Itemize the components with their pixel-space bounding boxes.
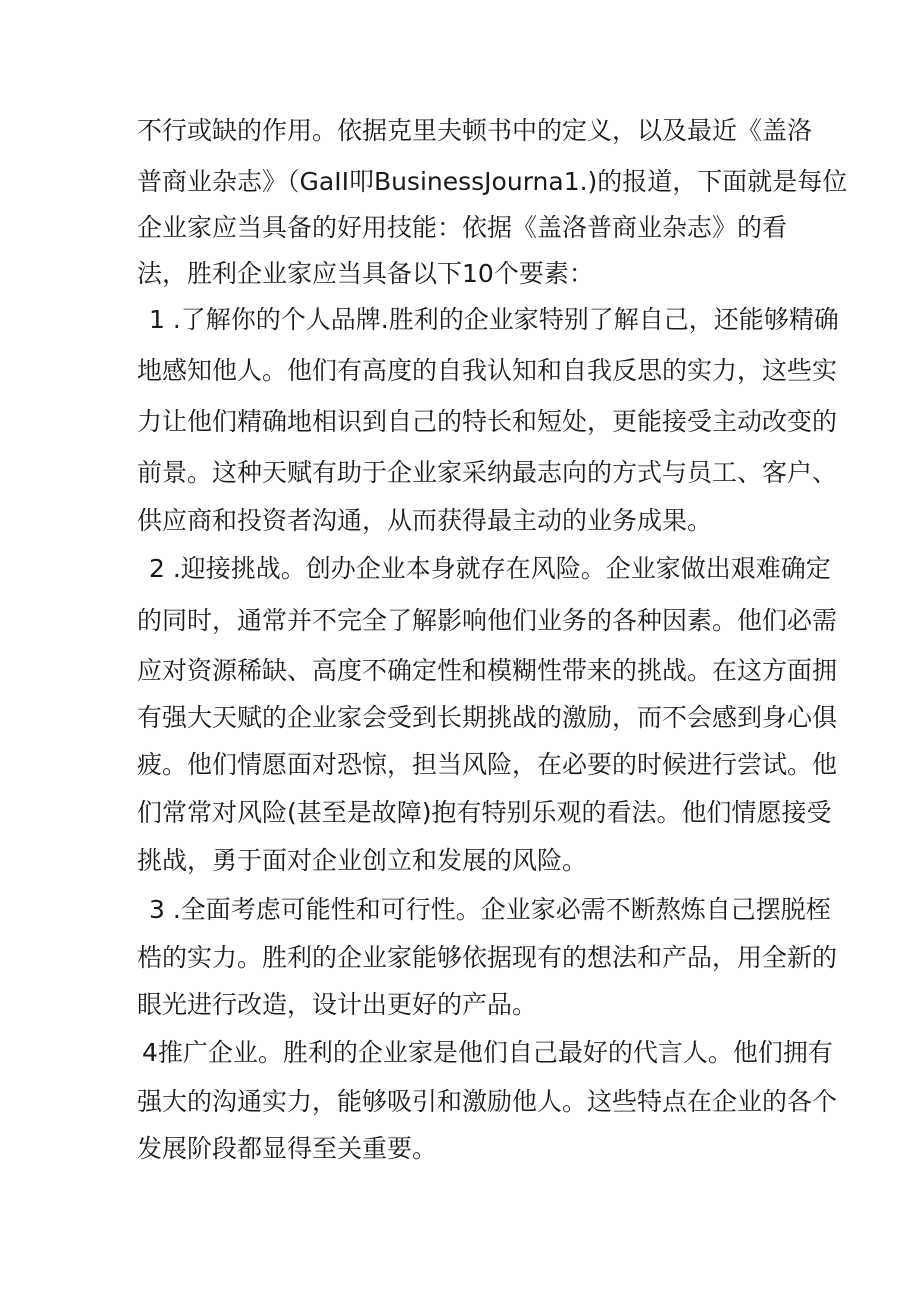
- list-item-4-line: 4推广企业。胜利的企业家是他们自己最好的代言人。他们拥有: [142, 1038, 833, 1067]
- text-line: 普商业杂志》（GaII叩BusinessJourna1.)的报道，下面就是每位: [137, 167, 848, 196]
- list-item-1-line: 1 .了解你的个人品牌.胜利的企业家特别了解自己，还能够精确: [149, 305, 839, 334]
- text-line: 应对资源稀缺、高度不确定性和模糊性带来的挑战。在这方面拥: [137, 656, 838, 685]
- text-line: 强大的沟通实力，能够吸引和激励他人。这些特点在企业的各个: [137, 1087, 838, 1116]
- text-line: 供应商和投资者沟通，从而获得最主动的业务成果。: [137, 506, 713, 535]
- text-line: 眼光进行改造，设计出更好的产品。: [137, 990, 538, 1019]
- text-line: 有强大天赋的企业家会受到长期挑战的激励，而不会感到身心俱: [137, 703, 838, 732]
- text-line: 梏的实力。胜利的企业家能够依据现有的想法和产品，用全新的: [137, 943, 838, 972]
- list-item-3-line: 3 .全面考虑可能性和可行性。企业家必需不断熬炼自己摆脱桎: [149, 895, 831, 924]
- text-line: 发展阶段都显得至关重要。: [137, 1134, 438, 1163]
- text-line: 前景。这种天赋有助于企业家采纳最志向的方式与员工、客户、: [137, 458, 838, 487]
- text-line: 地感知他人。他们有高度的自我认知和自我反思的实力，这些实: [137, 356, 838, 385]
- text-line: 疲。他们情愿面对恐惊，担当风险，在必要的时候进行尝试。他: [137, 750, 838, 779]
- list-item-2-line: 2 .迎接挑战。创办企业本身就存在风险。企业家做出艰难确定: [149, 554, 831, 583]
- text-line: 企业家应当具备的好用技能：依据《盖洛普商业杂志》的看: [137, 213, 788, 242]
- text-line: 法，胜利企业家应当具备以下10个要素：: [137, 259, 594, 288]
- text-line: 的同时，通常并不完全了解影响他们业务的各种因素。他们必需: [137, 606, 838, 635]
- text-line: 挑战，勇于面对企业创立和发展的风险。: [137, 846, 588, 875]
- text-line: 力让他们精确地相识到自己的特长和短处，更能接受主动改变的: [137, 407, 838, 436]
- text-line: 们常常对风险(甚至是故障)抱有特别乐观的看法。他们情愿接受: [137, 798, 832, 827]
- text-line: 不行或缺的作用。依据克里夫顿书中的定义，以及最近《盖洛: [137, 116, 813, 145]
